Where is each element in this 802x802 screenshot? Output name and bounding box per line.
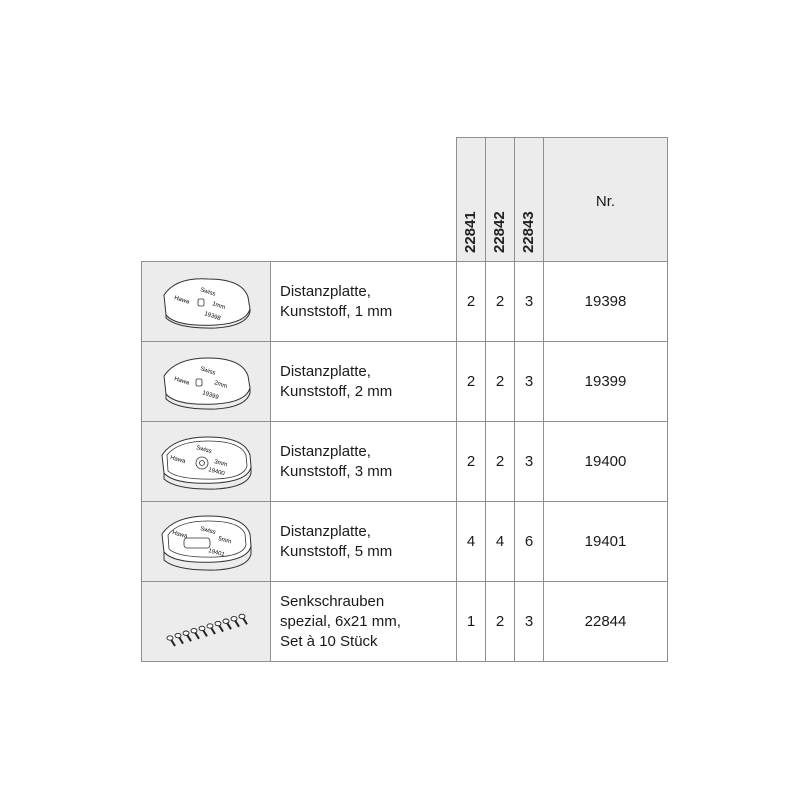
qty-22841: 2	[457, 422, 486, 502]
item-number: 19398	[544, 262, 668, 342]
svg-text:19399: 19399	[201, 389, 220, 401]
countersunk-screws-icon	[142, 582, 271, 662]
header-code-2: 22842	[486, 138, 515, 262]
svg-text:1mm: 1mm	[211, 300, 226, 311]
header-nr: Nr.	[544, 138, 668, 262]
table-row	[142, 422, 668, 502]
svg-text:5mm: 5mm	[217, 535, 232, 545]
svg-text:Hawa: Hawa	[173, 294, 190, 306]
qty-22841: 2	[457, 342, 486, 422]
qty-22842: 2	[486, 262, 515, 342]
screw-shape	[207, 623, 215, 633]
item-number: 19401	[544, 502, 668, 582]
item-description: Distanzplatte, Kunststoff, 2 mm	[271, 342, 457, 422]
screw-shape	[223, 619, 231, 629]
svg-text:3mm: 3mm	[213, 458, 228, 468]
table-row	[142, 262, 668, 342]
item-description: Distanzplatte, Kunststoff, 3 mm	[271, 422, 457, 502]
qty-22842: 2	[486, 422, 515, 502]
svg-text:Hawa: Hawa	[173, 375, 190, 387]
qty-22843: 6	[515, 502, 544, 582]
item-number: 19400	[544, 422, 668, 502]
screw-shape	[191, 628, 199, 638]
svg-text:19401: 19401	[207, 547, 226, 558]
qty-22843: 3	[515, 582, 544, 662]
table-row	[142, 342, 668, 422]
spacer-plate-1mm-icon	[142, 262, 271, 342]
svg-text:Swiss: Swiss	[199, 286, 217, 298]
screw-shape	[231, 616, 239, 626]
svg-text:Hawa: Hawa	[169, 454, 186, 465]
qty-22842: 2	[486, 582, 515, 662]
parts-table	[141, 137, 668, 662]
svg-text:Swiss: Swiss	[199, 525, 217, 536]
screw-shape	[239, 614, 247, 624]
item-description: Distanzplatte, Kunststoff, 1 mm	[271, 262, 457, 342]
screw-shape	[199, 626, 207, 636]
qty-22843: 3	[515, 262, 544, 342]
qty-22841: 2	[457, 262, 486, 342]
screw-shape	[183, 631, 191, 641]
qty-22843: 3	[515, 342, 544, 422]
spacer-plate-3mm-icon	[142, 422, 271, 502]
header-code-1: 22841	[457, 138, 486, 262]
header-code-3: 22843	[515, 138, 544, 262]
screw-shape	[167, 635, 175, 645]
svg-text:Swiss: Swiss	[195, 444, 213, 455]
svg-text:19400: 19400	[207, 466, 226, 477]
svg-text:2mm: 2mm	[213, 379, 228, 390]
qty-22843: 3	[515, 422, 544, 502]
header-row	[142, 138, 668, 262]
qty-22841: 4	[457, 502, 486, 582]
item-description: Senkschrauben spezial, 6x21 mm, Set à 10 Stück	[271, 582, 457, 662]
spacer-plate-5mm-icon	[142, 502, 271, 582]
item-number: 22844	[544, 582, 668, 662]
spacer-plate-2mm-icon	[142, 342, 271, 422]
table-row	[142, 582, 668, 662]
svg-text:Swiss: Swiss	[199, 365, 217, 377]
item-number: 19399	[544, 342, 668, 422]
qty-22842: 4	[486, 502, 515, 582]
qty-22842: 2	[486, 342, 515, 422]
svg-text:Hawa: Hawa	[171, 529, 188, 540]
table-row	[142, 502, 668, 582]
svg-text:19398: 19398	[203, 310, 222, 322]
item-description: Distanzplatte, Kunststoff, 5 mm	[271, 502, 457, 582]
screw-shape	[215, 621, 223, 631]
screw-shape	[175, 633, 183, 643]
qty-22841: 1	[457, 582, 486, 662]
